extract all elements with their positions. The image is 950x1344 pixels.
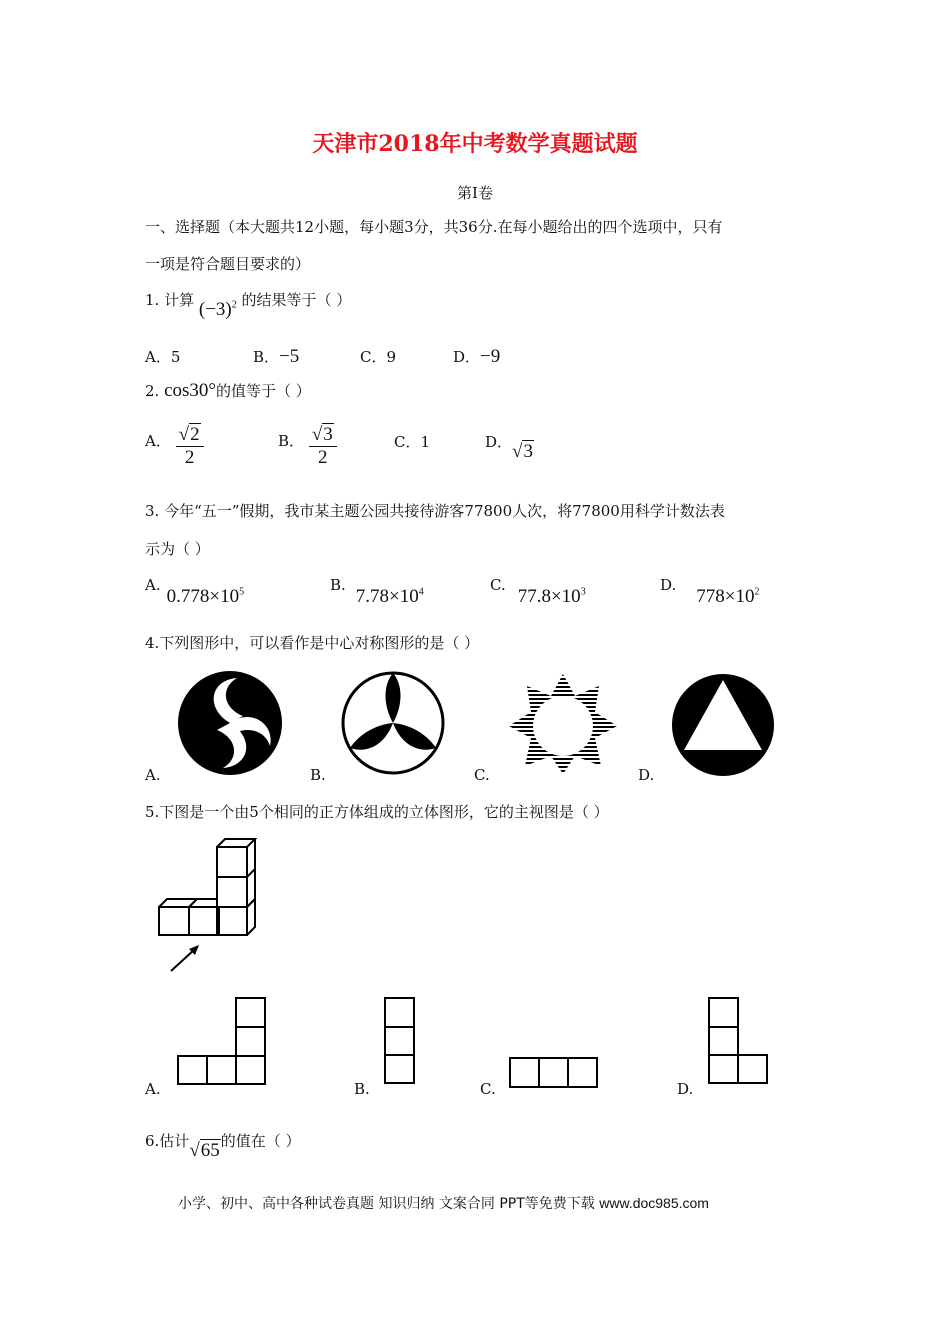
q4-figure-c-striped-flower: [505, 670, 621, 776]
q5-option-d-view: [706, 995, 772, 1087]
q6-radical: √65: [189, 1140, 220, 1161]
volume-heading: 第Ⅰ卷: [457, 184, 493, 202]
q5-stem: 5.下图是一个由5个相同的正方体组成的立体图形，它的主视图是（ ）: [145, 803, 609, 821]
q1-option-d-value: −9: [480, 346, 501, 367]
q6-stem: [145, 1130, 301, 1161]
q3-option-b: $B.7.78\times 10^4$: [330, 576, 424, 607]
footer-site-link[interactable]: www.doc985.com: [599, 1195, 709, 1211]
q4-label-c: C.: [474, 766, 490, 784]
q3-option-a: $A.0.778\times 10^5$: [145, 576, 245, 607]
q3-stem-line2: 示为（ ）: [145, 540, 210, 558]
q4-figure-a-tomoe: [175, 668, 285, 778]
q1-base: (−3): [198, 299, 232, 320]
q2-option-a: A． $\frac{√2}{2}$: [145, 424, 204, 469]
q1-option-c: C．9: [360, 348, 397, 366]
q2-expression: cos30°: [164, 380, 217, 401]
q1-expression: [199, 299, 237, 320]
q2-option-b-fraction: $\frac{√3}{2}$: [309, 424, 337, 469]
q5-option-c-view: [507, 1055, 602, 1091]
q5-label-d: D.: [677, 1080, 694, 1098]
q4-label-a: A.: [145, 766, 161, 784]
q2-option-b: B． $\frac{√3}{2}$: [278, 424, 337, 469]
page-title: 天津市2018年中考数学真题试题: [312, 131, 638, 157]
q2-stem: [145, 380, 311, 402]
q5-label-b: B.: [354, 1080, 370, 1098]
q1-option-b-value: −5: [279, 346, 300, 367]
q5-option-a-view: [175, 995, 270, 1087]
q2-prefix: 2.: [145, 382, 160, 400]
q1-option-d: D．−9: [453, 346, 501, 367]
q4-figure-b-three-petals: [340, 670, 446, 776]
q1-option-b: B．−5: [253, 346, 300, 367]
q5-label-a: A.: [145, 1080, 161, 1098]
q3-stem-line1: 3. 今年“五一”假期，我市某主题公园共接待游客77800人次，将77800用科学计数法表: [145, 502, 725, 520]
q5-option-b-view: [382, 995, 418, 1087]
q1-exponent: 2: [231, 299, 237, 311]
q5-label-c: C.: [480, 1080, 496, 1098]
q4-figure-d-triangle-in-circle: [670, 672, 776, 778]
q1-suffix: 的结果等于（ ）: [241, 291, 352, 309]
q4-label-d: D.: [638, 766, 655, 784]
q1-option-a: A．5: [145, 348, 181, 366]
q2-option-a-fraction: $\frac{√2}{2}$: [176, 424, 204, 469]
section-intro-line1: 一、选择题（本大题共12小题，每小题3分，共36分.在每小题给出的四个选项中，只有: [145, 218, 723, 236]
q1-prefix: 1. 计算: [145, 291, 195, 309]
q6-suffix: 的值在（ ）: [220, 1132, 301, 1150]
q2-option-c: C．1: [394, 433, 431, 451]
q3-option-d: $D.778\times 10^2$: [660, 576, 760, 607]
q6-prefix: 6.估计: [145, 1132, 190, 1150]
q3-option-c: $C.77.8\times 10^3$: [490, 576, 586, 607]
q1-stem: [145, 289, 352, 320]
footer: [178, 1193, 709, 1213]
footer-text: 小学、初中、高中各种试卷真题 知识归纳 文案合同 PPT等免费下载: [178, 1196, 595, 1212]
q4-label-b: B.: [310, 766, 326, 784]
q5-solid-figure: [155, 835, 265, 975]
q2-option-d-value: 3: [523, 441, 533, 462]
q2-suffix: 的值等于（ ）: [216, 382, 311, 400]
section-intro-line2: 一项是符合题目要求的）: [145, 255, 311, 273]
q4-stem: 4.下列图形中，可以看作是中心对称图形的是（ ）: [145, 634, 480, 652]
q2-option-d: D．√3: [485, 433, 533, 462]
